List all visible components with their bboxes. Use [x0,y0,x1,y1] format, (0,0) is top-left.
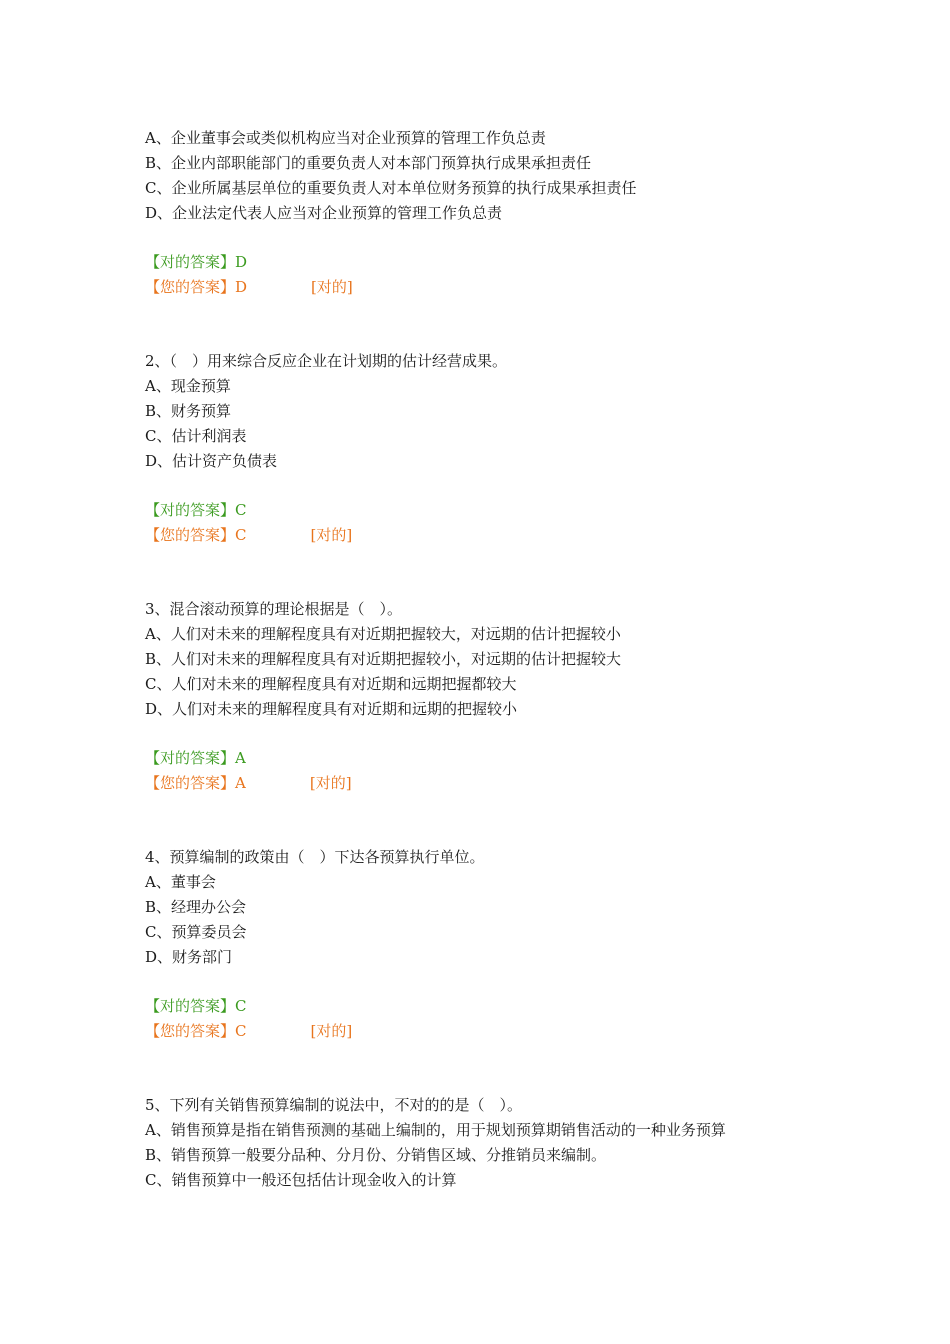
correct-answer-label: 【对的答案】 [145,749,236,767]
verdict-badge: [对的] [311,278,353,296]
question-stem: 3、混合滚动预算的理论根据是（ ）。 [145,600,403,618]
question-5-body [145,1093,845,1193]
your-answer-label: 【您的答案】 [145,1022,236,1040]
question-2 [145,349,845,548]
correct-answer-value: A [235,749,246,767]
question-3-body [145,597,845,722]
correct-answer-line [145,746,845,771]
correct-answer-value: D [235,253,248,271]
correct-answer-label: 【对的答案】 [145,501,236,519]
correct-answer-line [145,250,845,275]
your-answer-label: 【您的答案】 [145,278,236,296]
question-stem: 4、预算编制的政策由（ ）下达各预算执行单位。 [145,848,485,866]
option-d: D、人们对未来的理解程度具有对近期和远期的把握较小 [145,700,518,718]
question-stem: 5、下列有关销售预算编制的说法中，不对的的是（ ）。 [145,1096,523,1114]
option-c: C、销售预算中一般还包括估计现金收入的计算 [145,1171,457,1189]
correct-answer-value: C [235,997,247,1015]
option-b: B、企业内部职能部门的重要负责人对本部门预算执行成果承担责任 [145,154,592,172]
option-b: B、经理办公会 [145,898,247,916]
your-answer-value: A [235,774,246,792]
document-page [145,126,845,1193]
your-answer-line [145,523,845,548]
question-1-answers [145,250,845,300]
question-3 [145,597,845,796]
your-answer-label: 【您的答案】 [145,526,236,544]
question-1 [145,126,845,300]
verdict-badge: [对的] [310,526,353,544]
option-a: A、企业董事会或类似机构应当对企业预算的管理工作负总责 [145,129,546,147]
your-answer-line [145,275,845,300]
correct-answer-label: 【对的答案】 [145,253,236,271]
question-stem: 2、（ ）用来综合反应企业在计划期的估计经营成果。 [145,352,508,370]
option-c: C、预算委员会 [145,923,247,941]
question-3-answers [145,746,845,796]
option-a: A、人们对未来的理解程度具有对近期把握较大，对远期的估计把握较小 [145,625,621,643]
option-b: B、销售预算一般要分品种、分月份、分销售区域、分推销员来编制。 [145,1146,607,1164]
correct-answer-value: C [235,501,247,519]
question-4-body [145,845,845,970]
your-answer-value: D [235,278,248,296]
correct-answer-label: 【对的答案】 [145,997,236,1015]
question-2-answers [145,498,845,548]
option-c: C、企业所属基层单位的重要负责人对本单位财务预算的执行成果承担责任 [145,179,637,197]
question-2-body [145,349,845,474]
option-b: B、财务预算 [145,402,232,420]
option-d: D、财务部门 [145,948,233,966]
question-4 [145,845,845,1044]
verdict-badge: [对的] [309,774,352,792]
question-1-options [145,126,845,226]
option-c: C、估计利润表 [145,427,247,445]
your-answer-value: C [235,1022,247,1040]
option-d: D、估计资产负债表 [145,452,278,470]
correct-answer-line [145,498,845,523]
option-a: A、现金预算 [145,377,231,395]
option-c: C、人们对未来的理解程度具有对近期和远期把握都较大 [145,675,517,693]
question-4-answers [145,994,845,1044]
option-b: B、人们对未来的理解程度具有对近期把握较小，对远期的估计把握较大 [145,650,622,668]
your-answer-value: C [235,526,247,544]
option-a: A、董事会 [145,873,216,891]
question-5 [145,1093,845,1193]
option-a: A、销售预算是指在销售预测的基础上编制的，用于规划预算期销售活动的一种业务预算 [145,1121,726,1139]
option-d: D、企业法定代表人应当对企业预算的管理工作负总责 [145,204,503,222]
your-answer-label: 【您的答案】 [145,774,236,792]
verdict-badge: [对的] [310,1022,353,1040]
correct-answer-line [145,994,845,1019]
your-answer-line [145,1019,845,1044]
your-answer-line [145,771,845,796]
